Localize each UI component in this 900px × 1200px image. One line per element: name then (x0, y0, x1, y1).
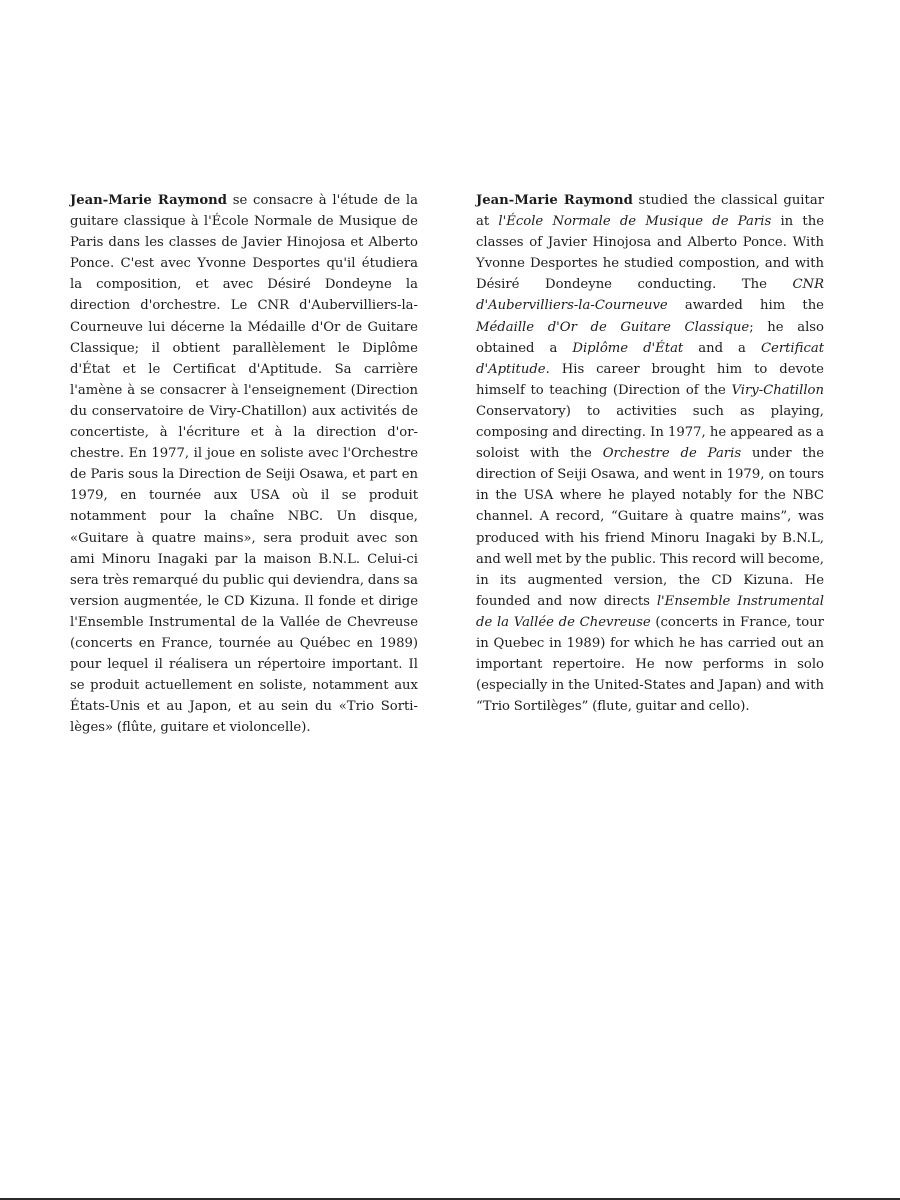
italic-conservatory-name: Viry-Chatillon (731, 382, 824, 398)
biography-english-text: ; he also obtained a (476, 319, 824, 356)
italic-medal-name: Médaille d'Or de Guitare Classique (476, 319, 750, 335)
biography-english-text: awarded him the (667, 298, 824, 314)
biography-french-paragraph (70, 190, 418, 738)
biography-english-text: Conservatory) to activities such as playing, composing and directing. In 1977, he appeared as a soloist with the (476, 403, 824, 462)
biography-english-text: in the classes of Javier Hinojosa and Alberto Ponce. With Yvonne Desportes he studied compostion, and with Désiré Dondeyne conducting. The (476, 214, 824, 293)
biography-english-paragraph (476, 190, 824, 717)
biography-french-text: se consacre à l'étude de la guitare classique à l'École Normale de Musique de Paris dans les classes de Javier Hinojosa et Alberto Ponce. C'est avec Yvonne Desportes qu'il étudiera la composition, et avec Désiré Dondeyne la direction d'orchestre. Le CNR d'Aubervilliers-la-Courneuve lui décerne la Médaille d'Or de Guitare Classique; il obtient parallèlement le Diplôme d'État et le Certificat d'Aptitude. Sa carrière l'amène à se consacrer à l'enseignement (Direction du conservatoire de Viry-Chatillon) aux activités de concertiste, à l'écriture et à la direction d'orchestre. En 1977, il joue en soliste avec l'Orchestre de Paris sous la Direction de Seiji Osawa, et part en 1979, en tournée aux USA où il se produit notamment pour la chaîne NBC. Un disque, «Guitare à quatre mains», sera produit avec son ami Minoru Inagaki par la maison B.N.L. Celui-ci sera très remarqué du public qui deviendra, dans sa version augmentée, le CD Kizuna. Il fonde et dirige l'Ensemble Instrumental de la Vallée de Chevreuse (concerts en France, tournée au Québec en 1989) pour lequel il réalisera un répertoire important. Il se produit actuellement en soliste, notamment aux États-Unis et au Japon, et au sein du «Trio Sortilèges» (flûte, guitare et violoncelle). (70, 193, 418, 736)
italic-ensemble-name: l'Ensemble Instrumental de la Vallée de Chevreuse (476, 593, 824, 630)
italic-certificate-name: Certificat d'Aptitude (476, 340, 824, 377)
artist-name-english: Jean-Marie Raymond (476, 193, 633, 208)
biography-english-text: (concerts in France, tour in Quebec in 1989) for which he has carried out an important repertoire. He now performs in solo (especially in the United-States and Japan) and with “Trio Sortilèges” (flute, guitar and cello). (476, 614, 824, 715)
artist-name-french: Jean-Marie Raymond (70, 193, 227, 208)
biography-english-text: under the direction of Seiji Osawa, and went in 1979, on tours in the USA where he played notably for the NBC channel. A record, “Guitare à quatre mains”, was produced with his friend Minoru Inagaki by B.N.L, and well met by the public. This record will become, in its augmented version, the CD Kizuna. He founded and now directs (476, 446, 825, 609)
italic-orchestra-name: Orchestre de Paris (602, 446, 742, 462)
biography-english-text: and a (683, 340, 761, 356)
biography-french-column (70, 190, 418, 738)
biography-english-column (476, 190, 824, 717)
italic-cnr-name: CNR d'Aubervilliers-la-Courneuve (476, 277, 824, 314)
italic-diploma-name: Diplôme d'État (572, 340, 684, 356)
biography-english-text: studied the classical guitar at (476, 193, 824, 230)
biography-english-text: . His career brought him to devote himself to teaching (Direction of the (476, 361, 824, 398)
italic-school-name: l'École Normale de Musique de Paris (498, 214, 772, 230)
